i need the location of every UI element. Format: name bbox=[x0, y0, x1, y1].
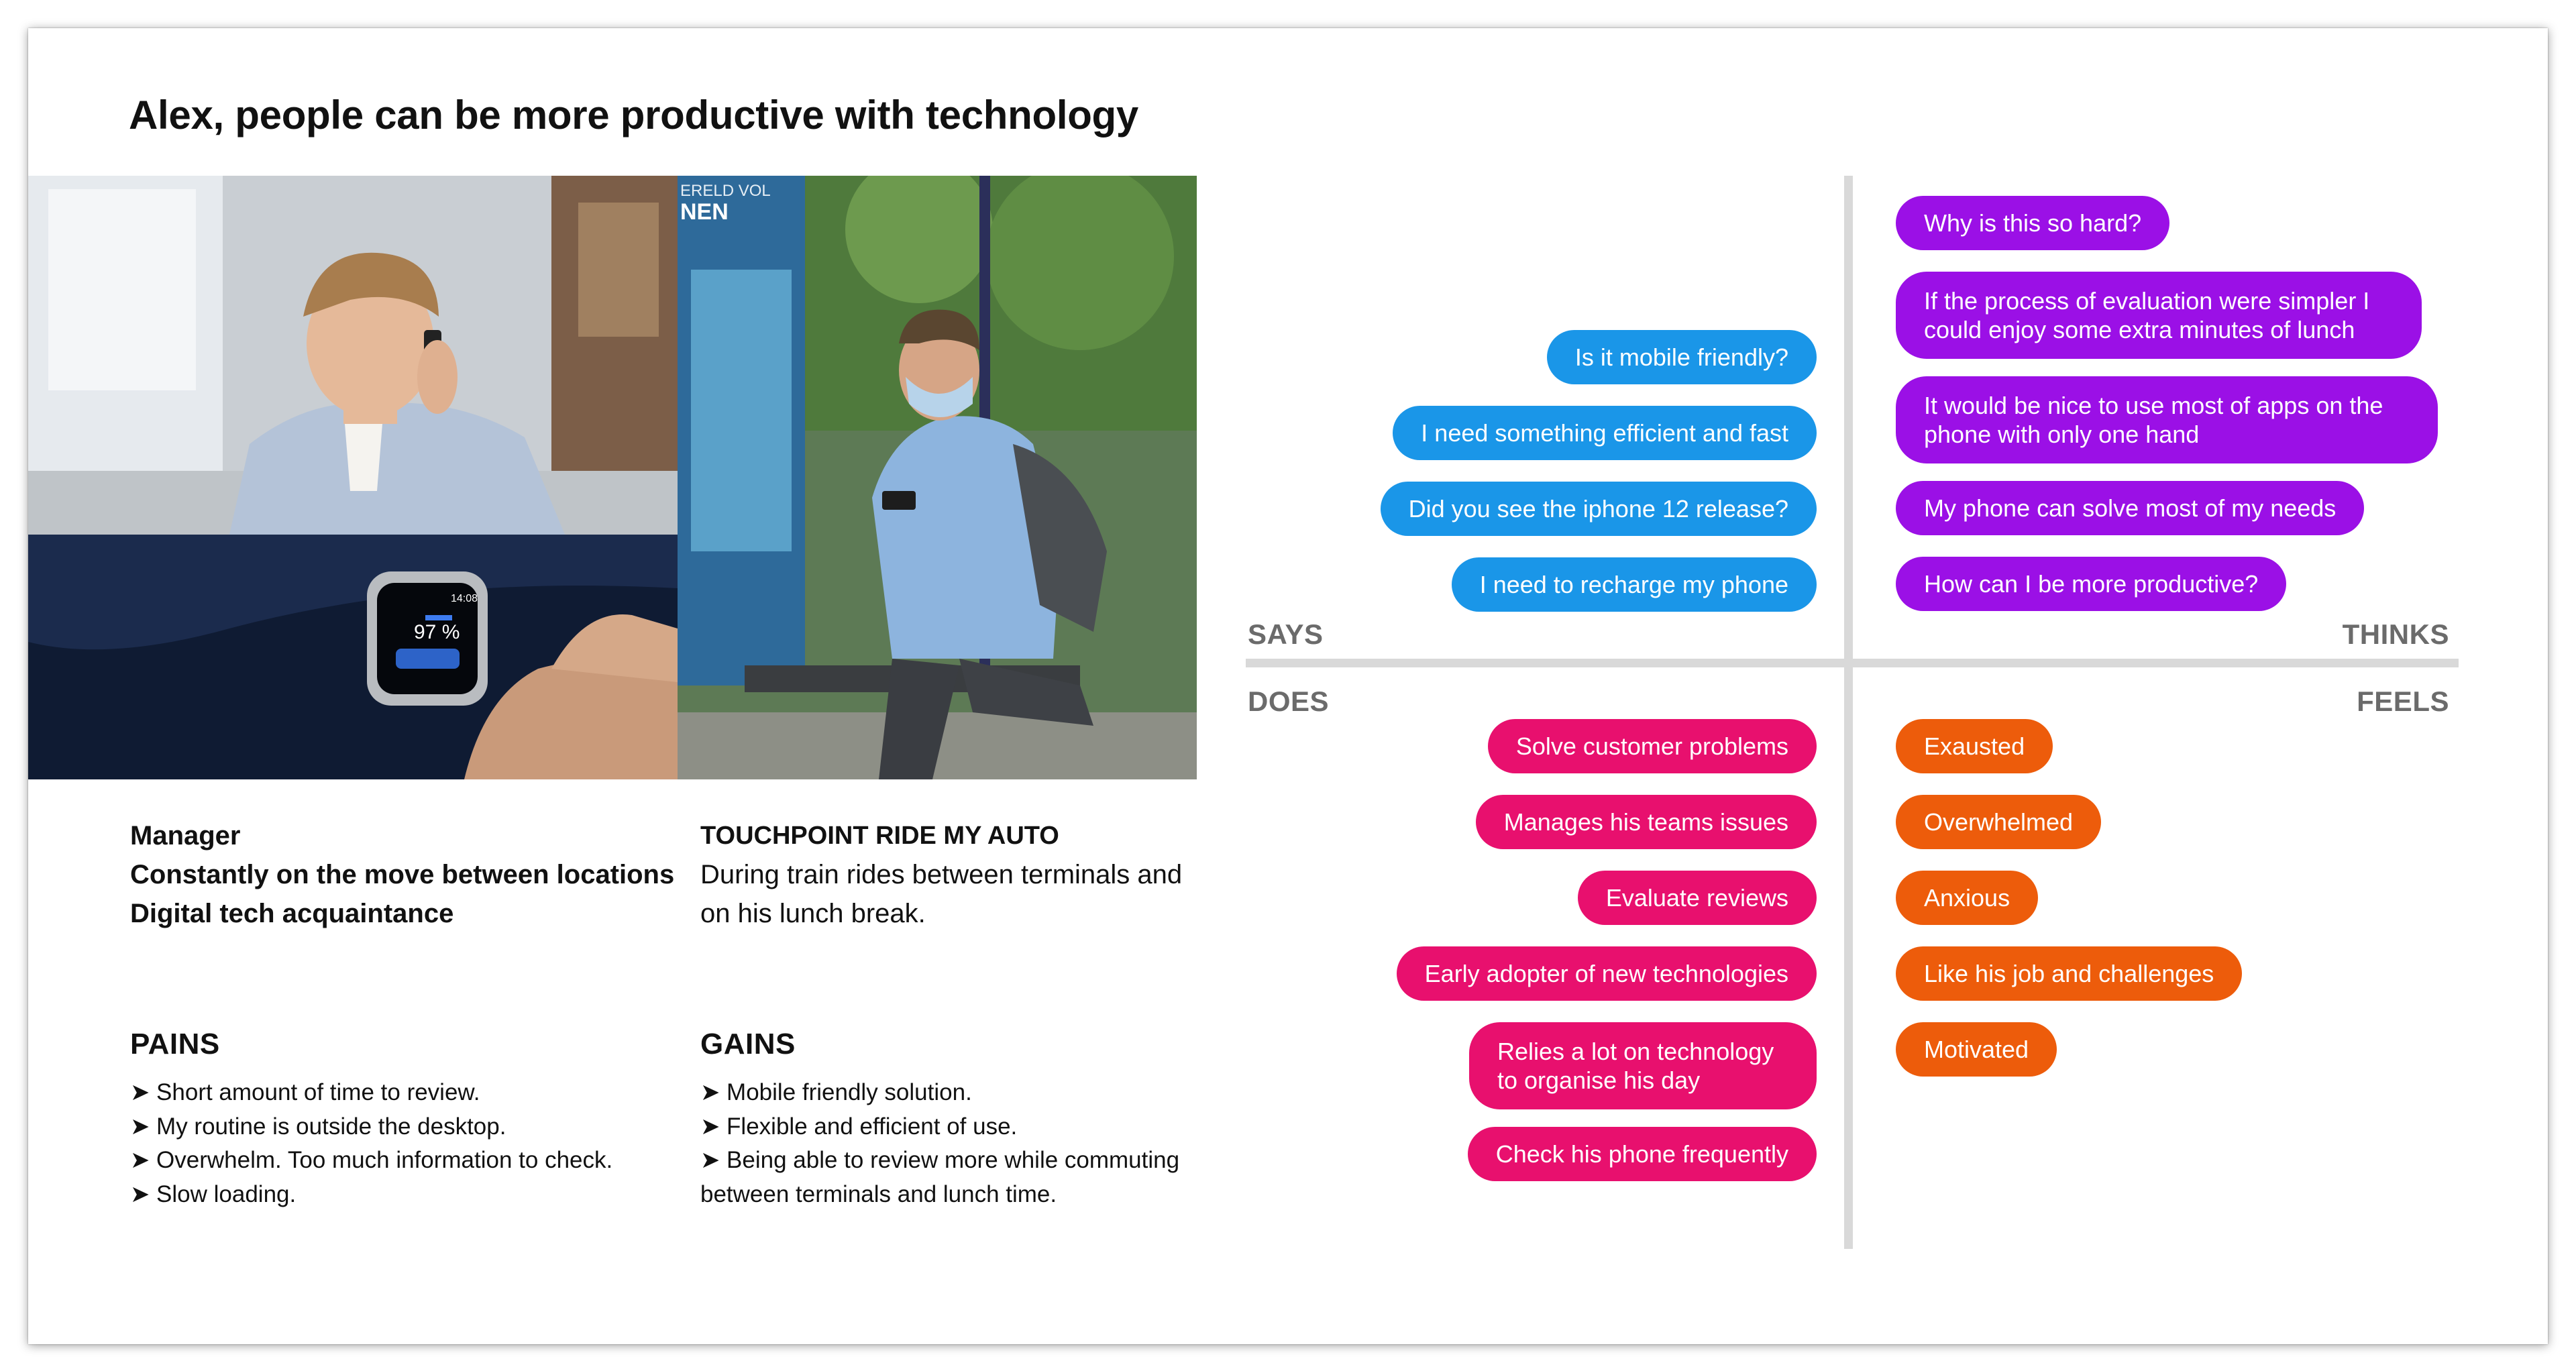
thinks-bubble: It would be nice to use most of apps on the phone with only one hand bbox=[1896, 376, 2438, 463]
says-bubble: I need something efficient and fast bbox=[1393, 406, 1817, 460]
quadrant-divider-vertical bbox=[1844, 176, 1853, 1249]
pain-item: ➤ Overwhelm. Too much information to check. bbox=[130, 1147, 613, 1173]
does-bubble: Relies a lot on technology to organise his day bbox=[1469, 1022, 1817, 1109]
thinks-bubble: How can I be more productive? bbox=[1896, 557, 2286, 611]
thinks-bubble: My phone can solve most of my needs bbox=[1896, 481, 2364, 535]
feels-bubble: Motivated bbox=[1896, 1022, 2057, 1077]
feels-label: FEELS bbox=[2357, 686, 2449, 717]
quadrant-divider-horizontal bbox=[1246, 659, 2459, 667]
profile-mobility: Constantly on the move between locations bbox=[130, 860, 675, 889]
pains-list bbox=[130, 1076, 640, 1211]
gain-item: ➤ Flexible and efficient of use. bbox=[700, 1113, 1018, 1140]
says-label: SAYS bbox=[1248, 618, 1324, 650]
persona-card bbox=[28, 28, 2548, 1344]
gain-item: ➤ Mobile friendly solution. bbox=[700, 1079, 972, 1105]
profile-role: Manager bbox=[130, 821, 241, 851]
watch-percent: 97 % bbox=[414, 621, 460, 643]
feels-bubble: Like his job and challenges bbox=[1896, 946, 2242, 1001]
photo-man-with-mask bbox=[678, 176, 1197, 779]
does-bubble: Manages his teams issues bbox=[1476, 795, 1817, 849]
feels-bubble: Anxious bbox=[1896, 871, 2038, 925]
profile-summary bbox=[130, 816, 674, 933]
does-bubble: Early adopter of new technologies bbox=[1397, 946, 1817, 1001]
touchpoint-text: During train rides between terminals and on his lunch break. bbox=[700, 860, 1183, 928]
does-bubble: Check his phone frequently bbox=[1468, 1127, 1817, 1181]
pain-item: ➤ My routine is outside the desktop. bbox=[130, 1113, 506, 1140]
says-bubble: Did you see the iphone 12 release? bbox=[1381, 482, 1817, 536]
gain-item: ➤ Being able to review more while commuting between terminals and lunch time. bbox=[700, 1147, 1180, 1207]
says-bubble: I need to recharge my phone bbox=[1452, 557, 1817, 612]
says-bubble: Is it mobile friendly? bbox=[1547, 330, 1817, 384]
pain-item: ➤ Slow loading. bbox=[130, 1181, 297, 1207]
touchpoint bbox=[700, 816, 1197, 933]
thinks-bubble: If the process of evaluation were simpler I could enjoy some extra minutes of lunch bbox=[1896, 272, 2422, 359]
feels-bubble: Overwhelmed bbox=[1896, 795, 2101, 849]
gains-list bbox=[700, 1076, 1197, 1211]
page-title: Alex, people can be more productive with technology bbox=[129, 93, 1138, 138]
does-bubble: Solve customer problems bbox=[1488, 719, 1817, 773]
gains-heading: GAINS bbox=[700, 1028, 796, 1060]
does-label: DOES bbox=[1248, 686, 1330, 717]
does-bubble: Evaluate reviews bbox=[1578, 871, 1817, 925]
pain-item: ➤ Short amount of time to review. bbox=[130, 1079, 480, 1105]
thinks-bubble: Why is this so hard? bbox=[1896, 196, 2169, 250]
thinks-label: THINKS bbox=[2342, 618, 2449, 650]
profile-tech-level: Digital tech acquaintance bbox=[130, 899, 454, 928]
poster-text-2: NEN bbox=[680, 199, 729, 225]
pains-heading: PAINS bbox=[130, 1028, 220, 1060]
touchpoint-heading: TOUCHPOINT RIDE MY AUTO bbox=[700, 822, 1059, 850]
watch-time: 14:08 bbox=[451, 593, 478, 604]
poster-text-1: ERELD VOL bbox=[680, 182, 771, 200]
feels-bubble: Exausted bbox=[1896, 719, 2053, 773]
photo-smartwatch bbox=[28, 535, 678, 779]
photo-man-on-phone bbox=[28, 176, 678, 535]
